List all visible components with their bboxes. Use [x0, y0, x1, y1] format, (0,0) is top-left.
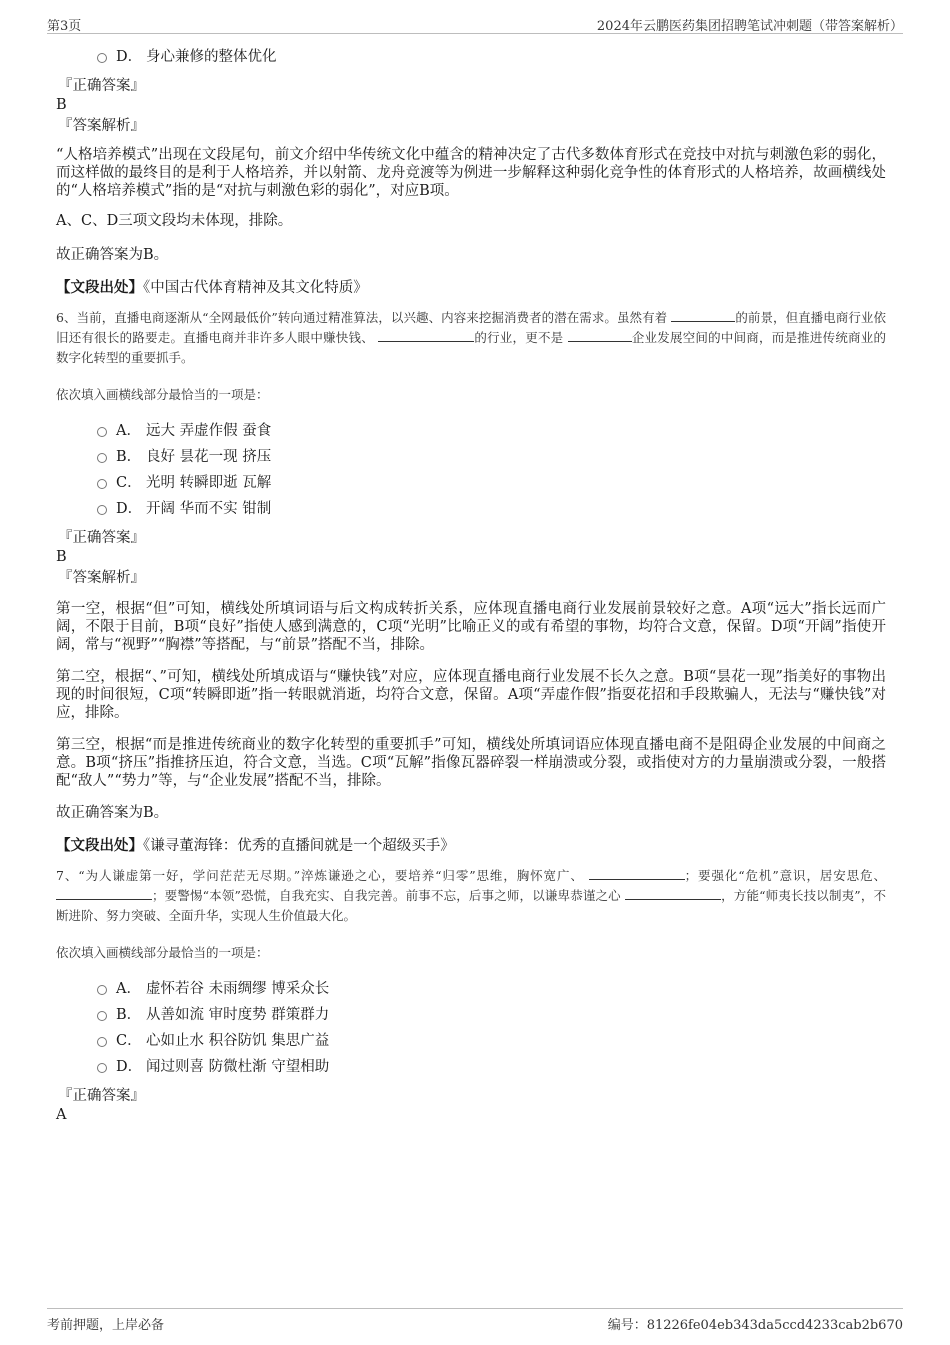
answer-label: 『正确答案』: [58, 78, 145, 94]
analysis-paragraph: 故正确答案为B。: [56, 247, 169, 263]
analysis-paragraph: 第一空，根据“但”可知，横线处所填词语与后文构成转折关系，应体现直播电商行业发展前景较好之意。A项“远大”指长远而广阔，不限于目前，B项“良好”指使人感到满意的，C项“光明”比喻正义的或有希望的事物，均符合文意，保留。D项“开阔”指使开阔，常与“视野”“胸襟”等搭配，与“前景”搭配不当，排除。: [56, 601, 886, 653]
radio-icon[interactable]: [97, 453, 107, 463]
source-line: 【文段出处】《谦寻董海锋：优秀的直播间就是一个超级买手》: [56, 837, 455, 854]
question-stem: 6、当前，直播电商逐渐从“全网最低价”转向通过精准算法，以兴趣、内容来挖掘消费者的潜在需求。虽然有着 的前景，但直播电商行业依旧还有很长的路要走。直播电商并非许多人眼中赚快钱、 的行业，更不是 企业发展空间的中间商，而是推进传统商业的数字化转型的重要抓手。: [56, 310, 886, 365]
question-prompt: 依次填入画横线部分最恰当的一项是：: [56, 945, 269, 960]
analysis-label: 『答案解析』: [58, 570, 145, 586]
document-body: [56, 44, 886, 1124]
analysis-paragraph: A、C、D三项文段均未体现，排除。: [56, 213, 293, 229]
page-header: [47, 13, 903, 34]
document-id: 编号：81226fe04eb343da5ccd4233cab2b670: [607, 1318, 903, 1333]
q6-option-a[interactable]: A． 远大 弄虚作假 蚕食: [56, 418, 886, 444]
source-line: 【文段出处】《中国古代体育精神及其文化特质》: [56, 279, 368, 296]
q7-option-b[interactable]: B． 从善如流 审时度势 群策群力: [56, 1002, 886, 1028]
answer-label: 『正确答案』: [58, 530, 145, 546]
answer-value: B: [56, 549, 67, 565]
q5-option-d[interactable]: D． 身心兼修的整体优化: [56, 44, 886, 70]
q6-option-d[interactable]: D． 开阔 华而不实 钳制: [56, 496, 886, 522]
page-footer: [47, 1308, 903, 1331]
analysis-paragraph: 第三空，根据“而是推进传统商业的数字化转型的重要抓手”可知，横线处所填词语应体现直播电商不是阻碍企业发展的中间商之意。B项“挤压”指推挤压迫，符合文意，当选。C项“瓦解”指像瓦器碎裂一样崩溃或分裂，或指使对方的力量崩溃或分裂，一般搭配“敌人”“势力”等，与“企业发展”搭配不当，排除。: [56, 737, 886, 789]
analysis-paragraph: 第二空，根据“、”可知，横线处所填成语与“赚快钱”对应，应体现直播电商行业发展不长久之意。B项“昙花一现”指美好的事物出现的时间很短，C项“转瞬即逝”指一转眼就消逝，均符合文意，保留。A项“弄虚作假”指耍花招和手段欺骗人，无法与“赚快钱”对应，排除。: [56, 669, 886, 721]
blank-line: [378, 329, 474, 342]
q6-option-c[interactable]: C． 光明 转瞬即逝 瓦解: [56, 470, 886, 496]
blank-line: [568, 329, 632, 342]
radio-icon[interactable]: [97, 985, 107, 995]
answer-value: A: [56, 1107, 67, 1123]
q7-option-c[interactable]: C． 心如止水 积谷防饥 集思广益: [56, 1028, 886, 1054]
blank-line: [671, 309, 735, 322]
q7-option-d[interactable]: D． 闻过则喜 防微杜渐 守望相助: [56, 1054, 886, 1080]
blank-line: [56, 887, 152, 900]
blank-line: [589, 867, 685, 880]
q7-option-a[interactable]: A． 虚怀若谷 未雨绸缪 博采众长: [56, 976, 886, 1002]
question-prompt: 依次填入画横线部分最恰当的一项是：: [56, 387, 269, 402]
answer-label: 『正确答案』: [58, 1088, 145, 1104]
analysis-label: 『答案解析』: [58, 118, 145, 134]
radio-icon[interactable]: [97, 1037, 107, 1047]
page-number: 第3页: [47, 19, 82, 34]
radio-icon[interactable]: [97, 427, 107, 437]
radio-icon[interactable]: [97, 505, 107, 515]
radio-icon[interactable]: [97, 479, 107, 489]
analysis-paragraph: 故正确答案为B。: [56, 805, 169, 821]
blank-line: [625, 887, 721, 900]
radio-icon[interactable]: [97, 1011, 107, 1021]
document-title: 2024年云鹏医药集团招聘笔试冲刺题（带答案解析）: [596, 19, 903, 34]
analysis-paragraph: “人格培养模式”出现在文段尾句，前文介绍中华传统文化中蕴含的精神决定了古代多数体育形式在竞技中对抗与刺激色彩的弱化，而这样做的最终目的是利于人格培养，并以射箭、龙舟竞渡等为例进一步解释这种弱化竞争性的体育形式的人格培养，故画横线处的“人格培养模式”指的是“对抗与刺激色彩的弱化”，对应B项。: [56, 147, 886, 199]
answer-value: B: [56, 97, 67, 113]
footer-slogan: 考前押题，上岸必备: [47, 1318, 165, 1333]
radio-icon[interactable]: [97, 1063, 107, 1073]
question-stem: 7、“为人谦虚第一好，学问茫茫无尽期。”淬炼谦逊之心，要培养“归零”思维，胸怀宽广、 ；要强化“危机”意识，居安思危、 ；要警惕“本领”恐慌，自我充实、自我完善。前事不忘，后事之师，以谦卑恭谨之心 ，方能“师夷长技以制夷”，不断进阶、努力突破、全面升华，实现人生价值最大化。: [56, 868, 886, 923]
q6-option-b[interactable]: B． 良好 昙花一现 挤压: [56, 444, 886, 470]
radio-icon[interactable]: [97, 53, 107, 63]
